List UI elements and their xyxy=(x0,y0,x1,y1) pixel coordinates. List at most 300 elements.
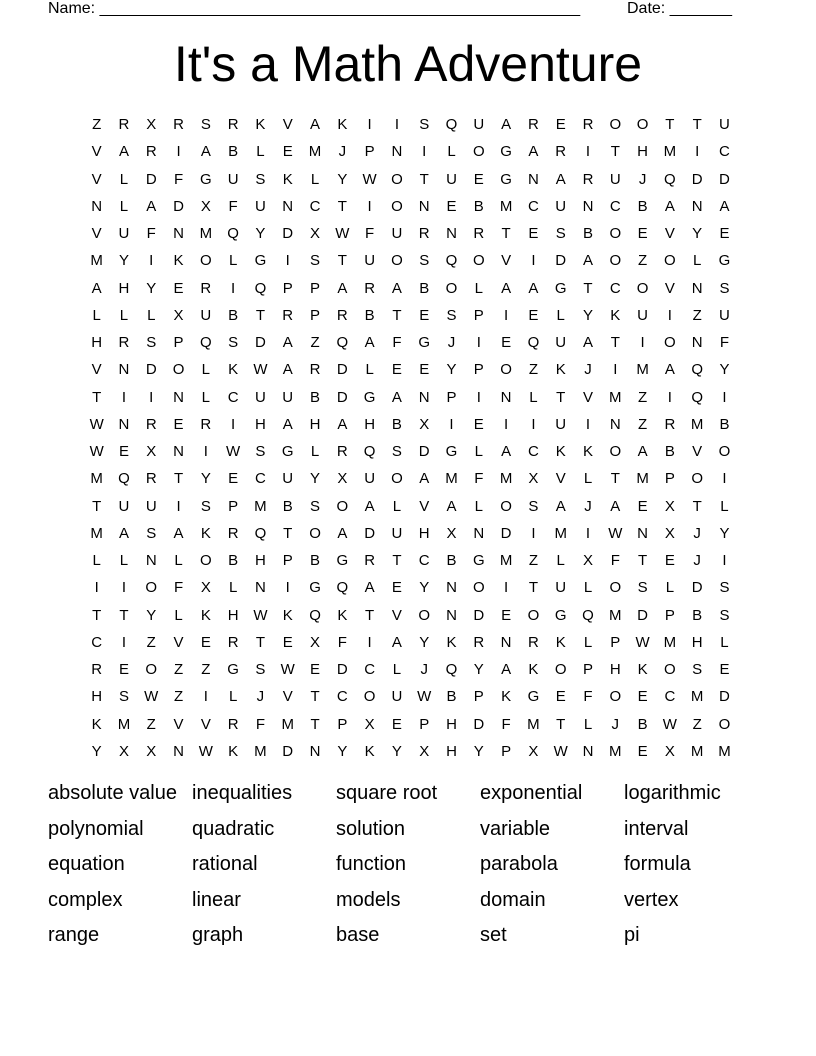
grid-letter: E xyxy=(173,415,184,433)
grid-letter: J xyxy=(611,715,620,733)
grid-letter: O xyxy=(391,252,403,270)
grid-letter: I xyxy=(94,579,99,597)
grid-letter: S xyxy=(637,579,648,597)
grid-letter: F xyxy=(392,334,402,351)
grid-row xyxy=(83,438,738,465)
grid-letter: Z xyxy=(528,361,538,379)
grid-letter: I xyxy=(367,116,372,133)
grid-letter: B xyxy=(391,415,402,433)
grid-letter: P xyxy=(446,388,457,406)
grid-letter: X xyxy=(118,742,129,760)
grid-row xyxy=(83,602,738,629)
grid-letter: E xyxy=(637,497,648,515)
grid-letter: E xyxy=(419,361,430,379)
grid-letter: O xyxy=(636,279,649,297)
grid-letter: R xyxy=(473,225,485,242)
grid-letter: S xyxy=(692,661,703,678)
grid-letter: T xyxy=(310,715,320,733)
grid-letter: A xyxy=(282,361,293,379)
grid-letter: Y xyxy=(200,470,211,488)
grid-letter: N xyxy=(582,197,594,215)
grid-letter: O xyxy=(609,116,622,133)
grid-letter: X xyxy=(200,579,211,597)
grid-letter: E xyxy=(719,225,730,242)
grid-letter: O xyxy=(391,170,403,188)
grid-letter: J xyxy=(256,688,265,706)
grid-letter: G xyxy=(500,170,512,188)
word-bank-item: rational xyxy=(192,853,258,875)
grid-letter: L xyxy=(119,306,129,324)
grid-letter: L xyxy=(365,361,374,379)
grid-letter: Y xyxy=(582,306,593,324)
grid-letter: U xyxy=(391,688,403,706)
grid-letter: A xyxy=(391,633,402,651)
grid-letter: E xyxy=(501,334,512,351)
grid-letter: X xyxy=(310,633,321,651)
grid-letter: X xyxy=(664,524,675,542)
grid-letter: O xyxy=(472,143,485,161)
grid-letter: E xyxy=(528,306,539,324)
grid-letter: A xyxy=(501,443,512,460)
grid-letter: D xyxy=(173,197,184,215)
puzzle-title: It's a Math Adventure xyxy=(173,36,643,92)
grid-letter: I xyxy=(149,388,154,406)
grid-letter: C xyxy=(418,552,430,569)
grid-letter: Q xyxy=(445,116,458,133)
grid-letter: T xyxy=(255,306,266,324)
grid-letter: Y xyxy=(419,579,430,597)
grid-letter: R xyxy=(227,116,239,133)
grid-letter: G xyxy=(200,170,212,188)
grid-letter: P xyxy=(473,688,484,706)
grid-letter: I xyxy=(449,415,454,433)
grid-letter: U xyxy=(145,497,157,515)
grid-letter: J xyxy=(338,143,347,161)
grid-letter: L xyxy=(256,143,265,161)
grid-letter: Q xyxy=(691,361,704,379)
grid-letter: X xyxy=(664,742,675,760)
grid-letter: W xyxy=(226,443,241,460)
grid-letter: R xyxy=(145,415,157,433)
grid-letter: G xyxy=(554,279,567,297)
grid-letter: R xyxy=(473,633,485,651)
grid-letter: K xyxy=(501,688,512,706)
grid-letter: Z xyxy=(528,552,538,569)
grid-letter: I xyxy=(476,388,481,406)
grid-letter: U xyxy=(555,415,567,433)
grid-letter: O xyxy=(554,661,567,678)
grid-letter: U xyxy=(118,497,130,515)
grid-letter: M xyxy=(609,606,622,624)
grid-letter: X xyxy=(364,715,375,733)
grid-letter: A xyxy=(719,197,730,215)
grid-letter: Z xyxy=(92,116,102,133)
grid-letter: C xyxy=(609,279,621,297)
grid-letter: U xyxy=(200,306,212,324)
grid-letter: V xyxy=(91,170,102,188)
grid-letter: R xyxy=(227,524,239,542)
grid-letter: A xyxy=(118,143,129,161)
grid-letter: B xyxy=(282,497,293,515)
grid-letter: X xyxy=(146,116,157,133)
grid-letter: O xyxy=(200,252,212,270)
grid-letter: L xyxy=(310,170,320,188)
grid-letter: K xyxy=(364,742,375,760)
grid-letter: E xyxy=(391,579,402,597)
grid-letter: B xyxy=(473,197,484,215)
grid-letter: E xyxy=(501,606,512,624)
grid-letter: E xyxy=(173,279,184,297)
grid-letter: P xyxy=(419,715,430,733)
date-field: Date: _______ xyxy=(627,0,732,17)
grid-letter: F xyxy=(173,170,184,188)
grid-letter: A xyxy=(173,524,184,542)
grid-letter: A xyxy=(582,252,593,270)
grid-letter: T xyxy=(501,225,511,242)
grid-letter: A xyxy=(555,170,566,188)
grid-letter: D xyxy=(473,606,485,624)
grid-letter: T xyxy=(583,279,593,297)
grid-letter: E xyxy=(555,688,566,706)
grid-letter: V xyxy=(282,688,293,706)
grid-row xyxy=(83,220,738,247)
grid-letter: Z xyxy=(692,715,702,733)
grid-letter: S xyxy=(310,252,321,270)
grid-letter: M xyxy=(308,143,322,161)
grid-letter: O xyxy=(472,252,485,270)
grid-letter: K xyxy=(637,661,648,678)
grid-letter: L xyxy=(529,388,538,406)
grid-letter: U xyxy=(282,470,294,488)
word-bank-item: linear xyxy=(192,888,241,911)
grid-row xyxy=(83,356,738,383)
grid-letter: R xyxy=(173,116,184,133)
grid-row xyxy=(83,302,738,329)
grid-letter: Z xyxy=(638,415,648,433)
grid-row xyxy=(83,384,738,411)
grid-letter: H xyxy=(691,633,703,651)
grid-letter: O xyxy=(145,661,158,678)
grid-letter: L xyxy=(119,170,129,188)
grid-letter: L xyxy=(720,633,729,651)
grid-letter: I xyxy=(722,552,727,569)
grid-letter: D xyxy=(555,252,567,270)
grid-letter: F xyxy=(501,715,511,733)
grid-letter: K xyxy=(282,170,293,188)
grid-letter: A xyxy=(501,661,512,678)
grid-letter: A xyxy=(364,334,375,351)
grid-letter: Q xyxy=(336,579,349,597)
grid-letter: O xyxy=(609,443,622,460)
grid-letter: W xyxy=(417,688,432,706)
grid-letter: I xyxy=(231,279,236,297)
grid-letter: F xyxy=(146,225,156,242)
grid-letter: W xyxy=(89,415,104,433)
grid-letter: P xyxy=(582,661,593,678)
grid-letter: L xyxy=(474,279,483,297)
grid-letter: Y xyxy=(255,225,266,242)
grid-letter: I xyxy=(585,415,591,433)
grid-letter: O xyxy=(718,443,731,460)
grid-row xyxy=(83,656,738,683)
grid-letter: O xyxy=(609,252,622,270)
grid-letter: O xyxy=(472,579,485,597)
grid-letter: N xyxy=(691,334,703,351)
grid-letter: A xyxy=(419,470,430,488)
grid-letter: V xyxy=(173,633,184,651)
grid-letter: W xyxy=(198,742,213,760)
word-bank-item: solution xyxy=(336,817,405,840)
grid-letter: O xyxy=(527,606,540,624)
grid-letter: E xyxy=(391,361,402,379)
grid-letter: H xyxy=(255,415,266,433)
grid-letter: W xyxy=(253,606,268,624)
grid-letter: E xyxy=(228,470,239,488)
grid-letter: D xyxy=(336,388,348,406)
grid-letter: P xyxy=(473,361,484,379)
word-bank-item: models xyxy=(336,888,401,911)
grid-letter: O xyxy=(664,661,676,678)
grid-letter: E xyxy=(664,552,675,569)
grid-letter: A xyxy=(610,497,621,515)
grid-letter: B xyxy=(637,197,648,215)
grid-letter: O xyxy=(664,252,676,270)
word-bank-item: complex xyxy=(48,888,123,911)
grid-letter: U xyxy=(637,306,648,324)
grid-letter: N xyxy=(173,225,184,242)
grid-row xyxy=(83,711,738,738)
letter-grid xyxy=(83,111,738,765)
grid-letter: I xyxy=(231,415,236,433)
grid-letter: X xyxy=(528,470,539,488)
grid-letter: W xyxy=(253,361,268,379)
grid-letter: H xyxy=(446,742,457,760)
grid-letter: N xyxy=(418,388,430,406)
grid-letter: E xyxy=(637,225,648,242)
grid-letter: M xyxy=(90,524,103,542)
grid-letter: X xyxy=(146,742,157,760)
grid-letter: A xyxy=(391,388,402,406)
grid-letter: S xyxy=(146,334,157,351)
grid-letter: R xyxy=(145,143,157,161)
grid-letter: Z xyxy=(310,334,320,351)
grid-letter: J xyxy=(693,524,701,542)
grid-letter: D xyxy=(145,170,157,188)
grid-letter: U xyxy=(255,388,266,406)
grid-letter: T xyxy=(665,116,675,133)
grid-letter: I xyxy=(640,334,645,351)
grid-letter: B xyxy=(228,552,239,569)
grid-letter: N xyxy=(473,524,485,542)
grid-letter: V xyxy=(391,606,402,624)
grid-letter: L xyxy=(201,388,210,406)
grid-letter: O xyxy=(609,225,622,242)
grid-letter: R xyxy=(145,470,157,488)
grid-letter: Z xyxy=(201,661,211,678)
grid-letter: P xyxy=(364,143,375,161)
grid-letter: M xyxy=(499,197,513,215)
grid-letter: R xyxy=(555,143,567,161)
grid-letter: U xyxy=(555,334,567,351)
grid-letter: N xyxy=(637,524,648,542)
grid-letter: I xyxy=(585,524,591,542)
grid-letter: U xyxy=(473,116,485,133)
grid-letter: C xyxy=(255,470,266,488)
grid-letter: B xyxy=(228,143,239,161)
grid-letter: T xyxy=(610,470,620,488)
grid-letter: A xyxy=(391,279,402,297)
grid-letter: T xyxy=(556,388,566,406)
grid-row xyxy=(83,574,738,601)
grid-letter: M xyxy=(609,742,622,760)
grid-letter: I xyxy=(531,524,536,542)
grid-letter: I xyxy=(203,443,208,460)
grid-letter: Y xyxy=(146,606,157,624)
grid-letter: Y xyxy=(146,279,157,297)
grid-letter: B xyxy=(228,306,239,324)
grid-letter: T xyxy=(638,552,648,569)
grid-letter: T xyxy=(337,197,347,215)
grid-letter: Z xyxy=(638,252,648,270)
grid-letter: T xyxy=(92,606,102,624)
grid-letter: A xyxy=(501,279,512,297)
name-field: Name: ______________________________________________________ xyxy=(48,0,581,17)
grid-letter: S xyxy=(255,170,266,188)
grid-letter: N xyxy=(309,742,321,760)
grid-letter: Q xyxy=(664,170,676,188)
grid-letter: P xyxy=(610,633,621,651)
grid-letter: U xyxy=(118,225,130,242)
grid-letter: A xyxy=(528,279,539,297)
grid-letter: H xyxy=(418,524,430,542)
grid-letter: U xyxy=(364,470,376,488)
grid-letter: U xyxy=(391,225,403,242)
word-bank-item: set xyxy=(480,924,507,946)
grid-letter: S xyxy=(446,306,457,324)
grid-letter: N xyxy=(418,197,430,215)
grid-letter: E xyxy=(310,661,321,678)
word-bank-item: domain xyxy=(480,888,546,911)
grid-letter: D xyxy=(336,361,348,379)
grid-letter: D xyxy=(691,170,703,188)
grid-letter: S xyxy=(719,279,730,297)
grid-letter: C xyxy=(527,197,539,215)
grid-letter: N xyxy=(500,388,512,406)
grid-letter: A xyxy=(528,143,539,161)
grid-letter: V xyxy=(501,252,512,270)
grid-letter: T xyxy=(692,497,702,515)
grid-letter: O xyxy=(500,497,512,515)
grid-letter: J xyxy=(693,552,701,569)
grid-letter: K xyxy=(446,633,457,651)
grid-letter: T xyxy=(255,633,266,651)
word-bank-item: graph xyxy=(192,924,244,946)
grid-letter: H xyxy=(91,334,103,351)
grid-letter: O xyxy=(718,715,731,733)
grid-letter: T xyxy=(173,470,184,488)
grid-letter: A xyxy=(200,143,211,161)
grid-letter: W xyxy=(553,742,568,760)
grid-letter: R xyxy=(582,170,594,188)
grid-letter: N xyxy=(145,552,157,569)
grid-letter: B xyxy=(446,552,457,569)
grid-letter: K xyxy=(555,633,566,651)
grid-letter: R xyxy=(309,361,321,379)
grid-letter: R xyxy=(118,116,130,133)
grid-letter: N xyxy=(446,579,457,597)
grid-letter: L xyxy=(174,606,183,624)
grid-letter: P xyxy=(282,279,293,297)
grid-letter: T xyxy=(92,388,102,406)
grid-letter: X xyxy=(664,497,675,515)
grid-letter: A xyxy=(501,116,512,133)
word-bank-item: logarithmic xyxy=(624,782,721,804)
grid-letter: O xyxy=(664,334,676,351)
grid-letter: Z xyxy=(692,306,702,324)
grid-letter: Y xyxy=(446,361,457,379)
grid-letter: M xyxy=(90,470,103,488)
grid-letter: V xyxy=(91,143,102,161)
grid-letter: T xyxy=(310,688,320,706)
grid-letter: O xyxy=(172,361,185,379)
grid-letter: S xyxy=(146,524,157,542)
grid-letter: B xyxy=(637,715,648,733)
grid-letter: M xyxy=(690,688,704,706)
grid-letter: F xyxy=(365,225,375,242)
grid-letter: S xyxy=(255,443,266,460)
grid-letter: V xyxy=(91,361,102,379)
grid-letter: S xyxy=(118,688,129,706)
grid-letter: L xyxy=(392,497,402,515)
grid-letter: P xyxy=(173,334,184,351)
grid-letter: Q xyxy=(445,252,458,270)
grid-letter: M xyxy=(690,415,704,433)
grid-letter: E xyxy=(473,415,484,433)
grid-letter: T xyxy=(283,524,293,542)
grid-letter: I xyxy=(121,633,127,651)
grid-letter: Q xyxy=(309,606,321,624)
grid-letter: P xyxy=(664,470,675,488)
grid-letter: M xyxy=(636,361,649,379)
grid-letter: X xyxy=(419,742,430,760)
word-bank-item: exponential xyxy=(480,782,583,804)
grid-letter: R xyxy=(200,279,212,297)
word-bank-item: function xyxy=(336,853,407,875)
grid-letter: M xyxy=(445,470,458,488)
grid-letter: X xyxy=(582,552,593,569)
grid-letter: X xyxy=(528,742,539,760)
grid-letter: B xyxy=(310,552,321,569)
grid-letter: T xyxy=(692,116,702,133)
grid-letter: G xyxy=(336,552,349,569)
grid-letter: K xyxy=(228,742,239,760)
grid-row xyxy=(83,520,738,547)
grid-letter: V xyxy=(173,715,184,733)
grid-letter: J xyxy=(584,361,592,379)
grid-letter: T xyxy=(556,715,566,733)
grid-letter: K xyxy=(200,606,211,624)
grid-letter: Q xyxy=(254,279,267,297)
grid-letter: G xyxy=(554,606,567,624)
grid-letter: G xyxy=(718,252,731,270)
grid-letter: J xyxy=(447,334,456,351)
grid-letter: N xyxy=(446,225,457,242)
grid-letter: M xyxy=(199,225,213,242)
grid-letter: N xyxy=(609,415,621,433)
grid-row xyxy=(83,166,738,193)
grid-letter: C xyxy=(527,443,539,460)
grid-letter: R xyxy=(91,661,103,678)
